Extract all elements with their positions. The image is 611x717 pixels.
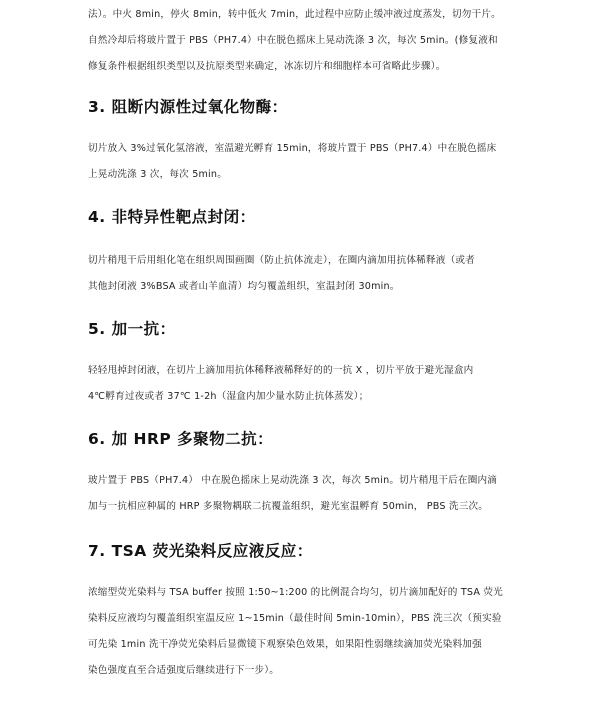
text-line: 轻轻甩掉封闭液，在切片上滴加用抗体稀释液稀释好的的一抗 X ，切片平放于避光湿盒内 <box>88 365 474 376</box>
text-line: 浓缩型荧光染料与 TSA buffer 按照 1:50~1:200 的比例混合均匀，切片滴加配好的 TSA 荧光 <box>88 587 503 598</box>
section-heading-6: 6. 加 HRP 多聚物二抗： <box>88 430 274 448</box>
section-paragraph-4 <box>88 248 536 300</box>
section-heading-4: 4. 非特异性靶点封闭： <box>88 208 256 226</box>
text-line: 修复条件根据组织类型以及抗原类型来确定，冰冻切片和细胞样本可省略此步骤）。 <box>88 61 446 72</box>
text-line: 加与一抗相应种属的 HRP 多聚物耦联二抗覆盖组织，避光室温孵育 50min， PBS 洗三次。 <box>88 501 489 512</box>
section-heading-5: 5. 加一抗： <box>88 320 176 338</box>
text-line: 自然冷却后将玻片置于 PBS（PH7.4）中在脱色摇床上晃动洗涤 3 次，每次 5min。(修复液和 <box>88 35 498 46</box>
section-paragraph-5 <box>88 358 536 410</box>
intro-paragraph <box>88 2 536 80</box>
text-line: 玻片置于 PBS（PH7.4） 中在脱色摇床上晃动洗涤 3 次，每次 5min。切片稍甩干后在圈内滴 <box>88 475 498 486</box>
section-heading-7: 7. TSA 荧光染料反应液反应： <box>88 542 313 560</box>
text-line: 切片稍甩干后用组化笔在组织周围画圈（防止抗体流走），在圈内滴加用抗体稀释液（或者 <box>88 255 475 266</box>
text-line: 其他封闭液 3%BSA 或者山羊血清）均匀覆盖组织，室温封闭 30min。 <box>88 281 400 292</box>
text-line: 上晃动洗涤 3 次，每次 5min。 <box>88 169 227 180</box>
text-line: 切片放入 3%过氧化氢溶液，室温避光孵育 15min，将玻片置于 PBS（PH7.4）中在脱色摇床 <box>88 143 497 154</box>
section-paragraph-3 <box>88 136 536 188</box>
text-line: 4℃孵育过夜或者 37℃ 1-2h（湿盒内加少量水防止抗体蒸发）； <box>88 391 369 402</box>
section-heading-3: 3. 阻断内源性过氧化物酶： <box>88 98 288 116</box>
section-paragraph-6 <box>88 468 536 520</box>
text-line: 染色强度直至合适强度后继续进行下一步）。 <box>88 665 280 676</box>
section-paragraph-7 <box>88 580 536 684</box>
text-line: 法）。中火 8min，停火 8min，转中低火 7min，此过程中应防止缓冲液过度蒸发，切勿干片。 <box>88 9 501 20</box>
text-line: 可先染 1min 洗干净荧光染料后显微镜下观察染色效果，如果阳性弱继续滴加荧光染料加强 <box>88 639 482 650</box>
text-line: 染料反应液均匀覆盖组织室温反应 1~15min（最佳时间 5min-10min），PBS 洗三次（预实验 <box>88 613 502 624</box>
